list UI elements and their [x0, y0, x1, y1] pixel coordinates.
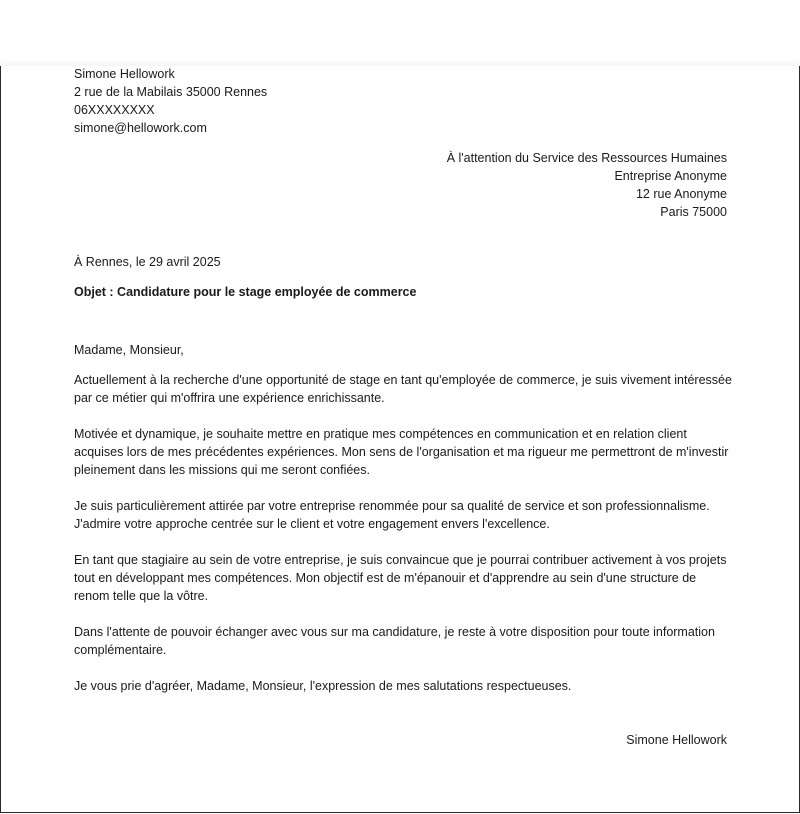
- recipient-city: Paris 75000: [660, 205, 727, 219]
- top-band: [0, 0, 800, 66]
- sender-phone: 06XXXXXXXX: [74, 103, 155, 117]
- signature: Simone Hellowork: [626, 733, 727, 747]
- paragraph-skills: Motivée et dynamique, je souhaite mettre en pratique mes compétences en communication et en relation client acquises lors de mes précédentes expériences. Mon sens de l'organisation et ma rigueur me permettront de m'investir pleinement dans les missions qui me seront confiées.: [74, 427, 729, 477]
- letter-page: [0, 66, 800, 813]
- paragraph-closing: Je vous prie d'agréer, Madame, Monsieur, l'expression de mes salutations respectueuses.: [74, 679, 572, 693]
- paragraph-intro: Actuellement à la recherche d'une opportunité de stage en tant qu'employée de commerce, je suis vivement intéressée par ce métier qui m'offrira une expérience enrichissante.: [74, 373, 732, 405]
- recipient-attention: À l'attention du Service des Ressources Humaines: [446, 151, 727, 165]
- paragraph-company: Je suis particulièrement attirée par votre entreprise renommée pour sa qualité de service et son professionnalisme. J'admire votre approche centrée sur le client et votre engagement envers l'excellence.: [74, 499, 710, 531]
- subject-line: Objet : Candidature pour le stage employée de commerce: [74, 285, 417, 299]
- date-line: À Rennes, le 29 avril 2025: [74, 255, 221, 269]
- sender-email: simone@hellowork.com: [74, 121, 207, 135]
- sender-address: 2 rue de la Mabilais 35000 Rennes: [74, 85, 268, 99]
- recipient-street: 12 rue Anonyme: [635, 187, 727, 201]
- paragraph-availability: Dans l'attente de pouvoir échanger avec vous sur ma candidature, je reste à votre disposition pour toute information complémentaire.: [74, 625, 715, 657]
- paragraph-contribution: En tant que stagiaire au sein de votre entreprise, je suis convaincue que je pourrai contribuer activement à vos projets tout en développant mes compétences. Mon objectif est de m'épanouir et d'apprendre au sein d'une structure de renom telle que la vôtre.: [74, 553, 727, 603]
- sender-name: Simone Hellowork: [74, 67, 175, 81]
- salutation: Madame, Monsieur,: [74, 343, 184, 357]
- recipient-company: Entreprise Anonyme: [614, 169, 727, 183]
